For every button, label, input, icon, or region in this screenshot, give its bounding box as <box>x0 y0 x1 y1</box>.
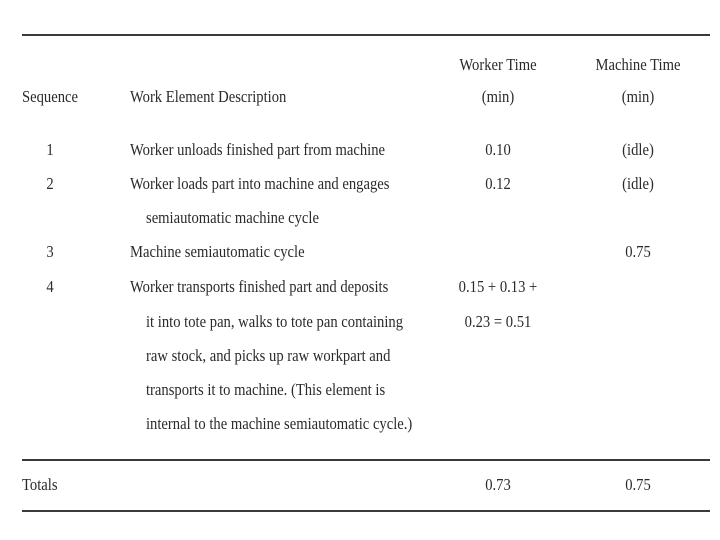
row-2-sequence: 2 <box>46 174 54 193</box>
header-machine-time-unit: (min) <box>621 87 655 106</box>
row-3-sequence: 3 <box>46 242 54 261</box>
totals-machine-time: 0.75 <box>625 475 651 494</box>
row-2-worker-time: 0.12 <box>485 174 511 193</box>
totals-rule <box>22 459 710 461</box>
totals-worker-time: 0.73 <box>485 475 511 494</box>
totals-label: Totals <box>22 475 58 494</box>
header-machine-time: Machine Time <box>595 55 681 74</box>
row-3-machine-time: 0.75 <box>625 242 651 261</box>
row-2-machine-time: (idle) <box>622 174 654 193</box>
row-4-worker-time-line-2: 0.23 = 0.51 <box>464 312 532 331</box>
header-worker-time: Worker Time <box>459 55 537 74</box>
row-4-description-line-1: Worker transports finished part and deposits <box>130 277 389 296</box>
row-3-description: Machine semiautomatic cycle <box>130 242 305 261</box>
row-4-description-line-5: internal to the machine semiautomatic cycle.) <box>146 414 413 433</box>
row-4-description-line-2: it into tote pan, walks to tote pan containing <box>146 312 404 331</box>
row-4-sequence: 4 <box>46 277 54 296</box>
row-4-description-line-4: transports it to machine. (This element is <box>146 380 386 399</box>
bottom-rule <box>22 510 710 512</box>
header-worker-time-unit: (min) <box>481 87 515 106</box>
top-rule <box>22 34 710 36</box>
row-1-machine-time: (idle) <box>622 140 654 159</box>
row-2-description-line-1: Worker loads part into machine and engages <box>130 174 390 193</box>
row-2-description-line-2: semiautomatic machine cycle <box>146 208 319 227</box>
row-4-worker-time-line-1: 0.15 + 0.13 + <box>458 277 538 296</box>
row-1-sequence: 1 <box>46 140 54 159</box>
row-4-description-line-3: raw stock, and picks up raw workpart and <box>146 346 391 365</box>
row-1-worker-time: 0.10 <box>485 140 511 159</box>
header-sequence: Sequence <box>22 87 79 106</box>
row-1-description: Worker unloads finished part from machine <box>130 140 386 159</box>
header-description: Work Element Description <box>130 87 287 106</box>
